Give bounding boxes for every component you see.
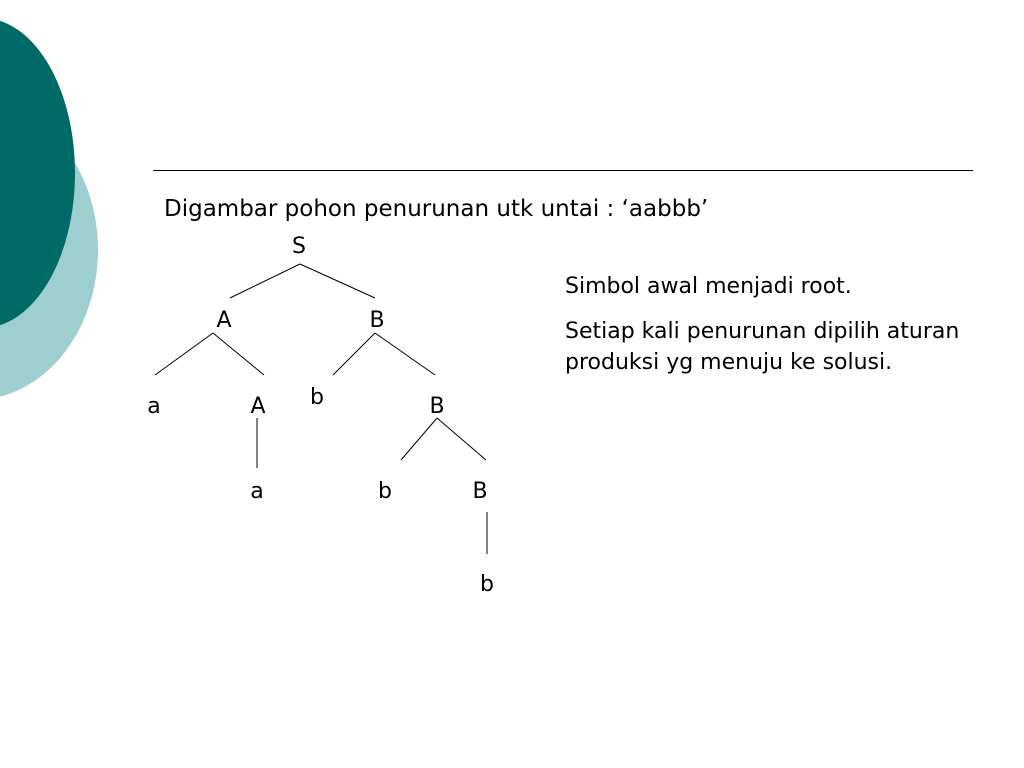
edge-B-B bbox=[375, 333, 435, 375]
tree-leaf-b: b bbox=[480, 572, 494, 597]
tree-leaf-b: b bbox=[378, 479, 392, 504]
tree-leaf-a: a bbox=[147, 394, 161, 419]
tree-node-B: B bbox=[429, 394, 445, 419]
tree-leaf-a: a bbox=[250, 479, 264, 504]
explanation-text bbox=[565, 271, 965, 392]
edge-S-A bbox=[230, 264, 300, 298]
edge-A-A bbox=[213, 333, 264, 375]
tree-node-A: A bbox=[250, 394, 266, 419]
edge-A-a bbox=[155, 333, 213, 375]
tree-node-root-S: S bbox=[292, 234, 306, 259]
explanation-line-root: Simbol awal menjadi root. bbox=[565, 274, 852, 299]
tree-node-B: B bbox=[472, 479, 488, 504]
edge-S-B bbox=[300, 264, 375, 298]
explanation-line-rules: Setiap kali penurunan dipilih aturan produksi yg menuju ke solusi. bbox=[565, 319, 960, 375]
tree-leaf-b: b bbox=[310, 385, 324, 410]
edge-B2-B bbox=[437, 418, 486, 460]
edge-B2-b bbox=[401, 418, 437, 460]
tree-node-A: A bbox=[216, 308, 232, 333]
slide-heading: Digambar pohon penurunan utk untai : ‘aabbb’ bbox=[164, 196, 709, 222]
tree-node-B: B bbox=[369, 308, 385, 333]
edge-B-b bbox=[333, 333, 375, 375]
